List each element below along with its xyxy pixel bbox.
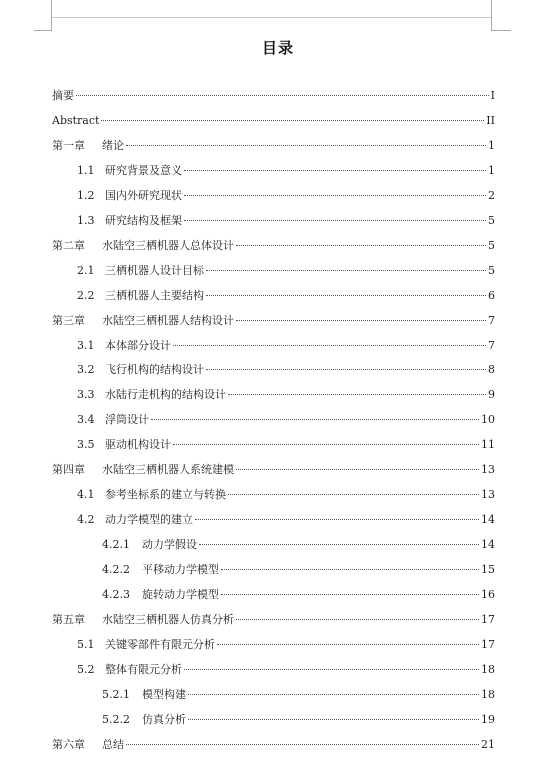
toc-dot-leader (206, 369, 486, 370)
toc-entry[interactable] (77, 637, 495, 653)
toc-entry-title: 本体部分设计 (105, 338, 171, 352)
toc-dot-leader (236, 245, 486, 246)
toc-page-number: 10 (481, 413, 495, 427)
toc-dot-leader (184, 170, 486, 171)
toc-entry-number: 2.1 (77, 263, 95, 277)
toc-entry[interactable] (102, 687, 495, 703)
toc-entry[interactable] (77, 263, 495, 279)
toc-dot-leader (101, 120, 484, 121)
toc-entry-title: 三栖机器人设计目标 (105, 263, 204, 277)
toc-entry[interactable] (52, 238, 495, 254)
toc-page-number: 6 (488, 288, 495, 302)
toc-entry-number: 第六章 (52, 737, 85, 751)
toc-entry[interactable] (52, 113, 495, 129)
toc-page-number: 14 (481, 538, 495, 552)
toc-entry-number: 4.2.3 (102, 588, 130, 601)
toc-entry-number: 4.1 (77, 488, 95, 502)
toc-dot-leader (126, 744, 479, 745)
toc-entry-number: 3.2 (77, 363, 95, 377)
toc-entry-number: 3.5 (77, 438, 95, 452)
toc-entry-title: 驱动机构设计 (105, 438, 171, 452)
toc-page-number: 21 (481, 737, 495, 751)
toc-dot-leader (173, 345, 486, 346)
toc-dot-leader (195, 519, 479, 520)
toc-entry[interactable] (77, 213, 495, 229)
toc-page-number: I (490, 89, 495, 102)
toc-entry[interactable] (52, 612, 495, 628)
toc-entry[interactable] (77, 288, 495, 304)
toc-dot-leader (188, 694, 479, 695)
toc-page-number: 1 (488, 163, 495, 177)
toc-entry[interactable] (77, 437, 495, 453)
toc-entry-title: 仿真分析 (142, 712, 186, 726)
toc-entry-title: 关键零部件有限元分析 (105, 637, 215, 651)
toc-entry-number: 1.3 (77, 213, 95, 227)
toc-entry-title: 动力学假设 (142, 538, 197, 552)
toc-dot-leader (228, 494, 479, 495)
toc-entry-number: 第二章 (52, 238, 85, 252)
toc-page-number: 13 (481, 488, 495, 502)
toc-entry-number: 4.2 (77, 513, 95, 527)
toc-entry-number: 第五章 (52, 612, 85, 626)
toc-entry-number: 第一章 (52, 138, 85, 152)
toc-entry-number: 第三章 (52, 313, 85, 327)
toc-page-number: 19 (481, 712, 495, 726)
toc-dot-leader (236, 320, 486, 321)
toc-dot-leader (184, 220, 486, 221)
toc-page-number: 7 (488, 313, 495, 327)
toc-entry-title: 摘要 (52, 89, 74, 102)
toc-entry-title: 水陆空三栖机器人系统建模 (102, 463, 234, 477)
toc-dot-leader (173, 444, 479, 445)
toc-entry[interactable] (77, 338, 495, 354)
toc-entry[interactable] (77, 362, 495, 378)
toc-dot-leader (228, 394, 486, 395)
toc-entry-number: 3.1 (77, 338, 95, 352)
toc-entry-title: 参考坐标系的建立与转换 (105, 488, 226, 502)
toc-dot-leader (184, 669, 479, 670)
toc-entry-title: 研究背景及意义 (105, 163, 182, 177)
toc-entry-number: 4.2.2 (102, 563, 130, 577)
toc-dot-leader (126, 145, 486, 146)
toc-dot-leader (184, 195, 486, 196)
toc-entry-title: 绪论 (102, 138, 124, 152)
toc-page-number: 1 (488, 138, 495, 152)
toc-entry-number: 4.2.1 (102, 538, 130, 552)
toc-entry-title: 研究结构及框架 (105, 213, 182, 227)
toc-dot-leader (236, 469, 479, 470)
toc-entry-title: 水陆空三栖机器人总体设计 (102, 238, 234, 252)
toc-page-number: II (486, 113, 495, 127)
toc-page-number: 17 (481, 612, 495, 626)
toc-entry[interactable] (102, 562, 495, 578)
toc-entry-title: 三栖机器人主要结构 (105, 288, 204, 302)
toc-entry-number: 5.2.2 (102, 712, 130, 726)
toc-dot-leader (76, 95, 489, 96)
toc-entry-title: 水陆行走机构的结构设计 (105, 388, 226, 402)
toc-entry-title: 动力学模型的建立 (105, 513, 193, 527)
toc-page-number: 2 (488, 188, 495, 202)
toc-entry-number: 1.2 (77, 188, 95, 202)
toc-page-number: 13 (481, 463, 495, 477)
toc-entry-number: 第四章 (52, 463, 85, 477)
toc-entry[interactable] (77, 412, 495, 428)
toc-page-number: 15 (481, 563, 495, 577)
toc-entry[interactable] (77, 163, 495, 179)
toc-entry[interactable] (52, 313, 495, 329)
toc-page-number: 7 (488, 338, 495, 352)
toc-entry[interactable] (77, 188, 495, 204)
toc-entry-title: Abstract (52, 113, 100, 127)
toc-entry-number: 5.1 (77, 637, 95, 651)
toc-dot-leader (221, 569, 479, 570)
toc-page-number: 9 (488, 388, 495, 402)
toc-entry[interactable] (102, 712, 495, 728)
toc-entry-number: 2.2 (77, 288, 95, 302)
toc-entry[interactable] (102, 537, 495, 553)
toc-dot-leader (151, 419, 479, 420)
toc-entry-title: 旋转动力学模型 (142, 588, 219, 601)
toc-page-number: 8 (488, 363, 495, 377)
toc-entry-title: 整体有限元分析 (105, 662, 182, 676)
toc-entry[interactable] (77, 387, 495, 403)
toc-entry-number: 3.4 (77, 413, 95, 427)
toc-entry-title: 国内外研究现状 (105, 188, 182, 202)
toc-entry-title: 平移动力学模型 (142, 563, 219, 577)
toc-dot-leader (188, 719, 479, 720)
toc-entry[interactable] (102, 587, 495, 603)
toc-page-number: 5 (488, 213, 495, 227)
toc-page-number: 5 (488, 238, 495, 252)
toc-entry[interactable] (52, 88, 495, 104)
toc-entry[interactable] (77, 512, 495, 528)
toc-entry[interactable] (52, 138, 495, 154)
toc-page-number: 16 (481, 588, 495, 601)
page-title: 目录 (261, 39, 294, 57)
toc-entry[interactable] (77, 487, 495, 503)
toc-page-number: 14 (481, 513, 495, 527)
toc-entry-number: 1.1 (77, 163, 95, 177)
toc-page-number: 11 (481, 438, 495, 452)
toc-entry-title: 模型构建 (142, 687, 186, 701)
toc-entry-number: 3.3 (77, 388, 95, 402)
toc-page-number: 18 (481, 662, 495, 676)
toc-entry-title: 浮筒设计 (105, 413, 149, 427)
toc-dot-leader (199, 544, 479, 545)
toc-entry-title: 总结 (102, 737, 124, 751)
toc-entry[interactable] (77, 662, 495, 678)
toc-dot-leader (206, 270, 486, 271)
toc-entry[interactable] (52, 462, 495, 478)
toc-page-number: 17 (481, 637, 495, 651)
toc-entry-title: 飞行机构的结构设计 (105, 363, 204, 377)
toc-entry-number: 5.2.1 (102, 687, 130, 701)
toc-dot-leader (221, 594, 479, 595)
toc-page-number: 18 (481, 687, 495, 701)
toc-dot-leader (236, 619, 479, 620)
toc-dot-leader (217, 644, 479, 645)
toc-entry-title: 水陆空三栖机器人仿真分析 (102, 612, 234, 626)
toc-page-number: 5 (488, 263, 495, 277)
toc-entry-title: 水陆空三栖机器人结构设计 (102, 313, 234, 327)
toc-dot-leader (206, 295, 486, 296)
toc-entry[interactable] (52, 737, 495, 753)
toc-entry-number: 5.2 (77, 662, 95, 676)
